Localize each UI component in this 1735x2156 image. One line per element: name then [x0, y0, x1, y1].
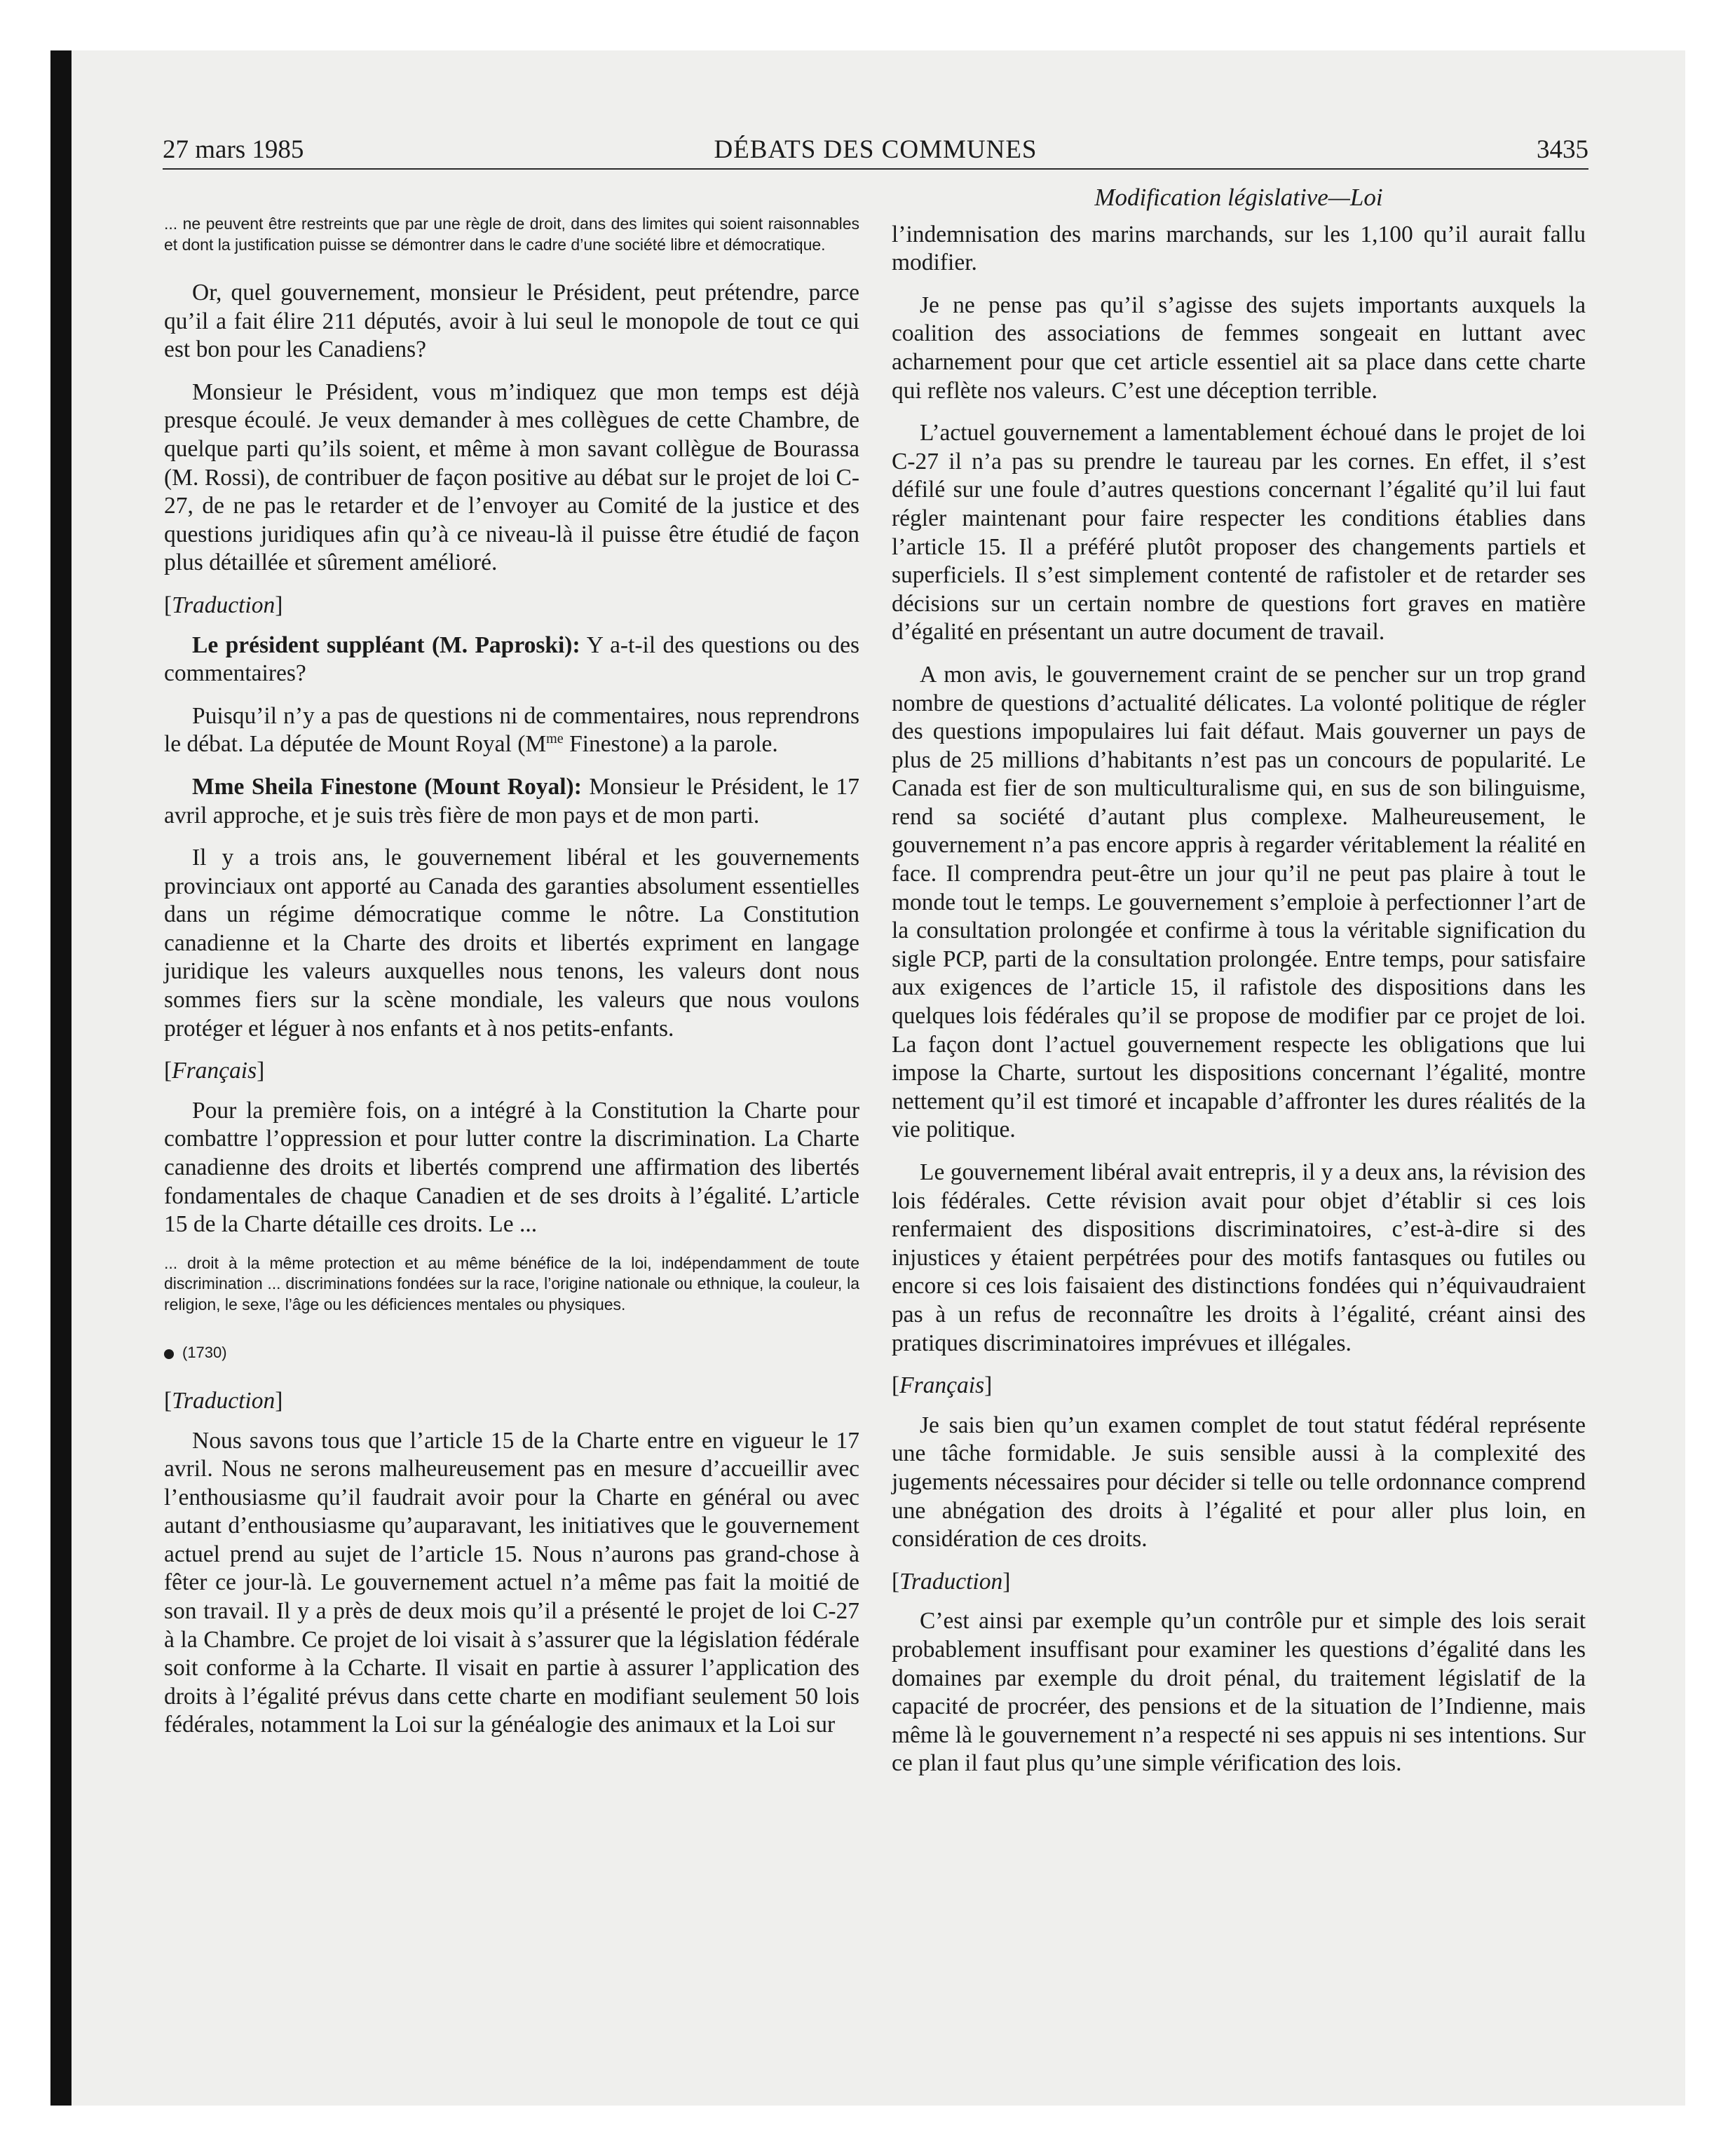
- header-title: DÉBATS DES COMMUNES: [714, 135, 1037, 164]
- language-marker: [Traduction]: [892, 1568, 1011, 1595]
- language-marker: [Français]: [892, 1372, 993, 1399]
- paragraph: L’actuel gouvernement a lamentablement échoué dans le projet de loi C-27 il n’a pas su prendre le taureau par les cornes. En effet, il s’est défilé sur une foule d’autres questions concernant l’égalité qu’il lui faut régler maintenant pour faire respecter les conditions établies dans l’article 15. Il a préféré plutôt proposer des changements partiels et superficiels. Il s’est simplement contenté de rafistoler et de retarder ses décisions sur un certain nombre de questions fort graves en matière d’égalité en présentant un autre document de travail.: [892, 420, 1586, 646]
- right-column: [892, 184, 1586, 1792]
- paragraph: Puisqu’il n’y a pas de questions ni de commentaires, nous reprendrons le débat. La députée de Mount Royal ($M^{me}$ Finestone) a la parole.: [164, 702, 859, 758]
- paragraph: Pour la première fois, on a intégré à la Constitution la Charte pour combattre l’oppression et pour lutter contre la discrimination. La Charte canadienne des droits et libertés comprend une affirmation des libertés fondamentales de chaque Canadien et de ses droits à l’égalité. L’article 15 de la Charte détaille ces droits. Le ...: [164, 1097, 859, 1238]
- header-rule: [163, 168, 1588, 170]
- paragraph: Je ne pense pas qu’il s’agisse des sujets importants auxquels la coalition des associations de femmes songeait en luttant avec acharnement pour que cet article essentiel ait sa place dans cette charte qui reflète nos valeurs. C’est une déception terrible.: [892, 292, 1586, 404]
- binding-edge: [50, 50, 72, 2106]
- paragraph: Or, quel gouvernement, monsieur le Président, peut prétendre, parce qu’il a fait élire 211 députés, avoir à lui seul le monopole de tout ce qui est bon pour les Canadiens?: [164, 280, 859, 363]
- left-column: [164, 214, 859, 1754]
- speaker-paragraph: Mme Sheila Finestone (Mount Royal): Monsieur le Président, le 17 avril approche, et je suis très fière de mon pays et de mon parti.: [164, 773, 860, 828]
- speaker-name: Mme Sheila Finestone (Mount Royal):: [192, 773, 582, 800]
- speaker-paragraph: Le président suppléant (M. Paproski): Y a-t-il des questions ou des commentaires?: [164, 632, 859, 687]
- bullet-icon: [164, 1349, 174, 1359]
- paragraph: C’est ainsi par exemple qu’un contrôle pur et simple des lois serait probablement insuffisant pour examiner les questions d’égalité dans les domaines par exemple du droit pénal, du traitement législatif de la capacité de procréer, des pensions et de la situation de l’Indienne, mais même là le gouvernement n’a respecté ni ses appuis ni ses intentions. Sur ce plan il faut plus qu’une simple vérification des lois.: [892, 1608, 1586, 1777]
- language-marker: [Traduction]: [164, 592, 283, 618]
- header-page-number: 3435: [1537, 135, 1588, 164]
- language-marker: [Français]: [164, 1058, 265, 1084]
- paragraph: Je sais bien qu’un examen complet de tout statut fédéral représente une tâche formidable. Je suis sensible aussi à la complexité des jugements nécessaires pour décider si telle ou telle ordonnance comprend une abnégation des droits à l’égalité et pour aller plus loin, en considération de ces droits.: [892, 1412, 1586, 1553]
- paragraph: A mon avis, le gouvernement craint de se pencher sur un trop grand nombre de questions d’actualité délicates. La volonté politique de régler des questions impopulaires lui fait défaut. Mais gouverner un pays de plus de 25 millions d’habitants n’est pas un concours de popularité. Le Canada est fier de son multiculturalisme qui, en sus de son bilinguisme, rend sa société d’autant plus complexe. Malheureusement, le gouvernement n’a pas encore appris à regarder véritablement la réalité en face. Il comprendra peut-être un jour qu’il ne peut pas plaire à tout le monde tout le temps. Le gouvernement s’emploie à perfectionner l’art de la consultation prolongée et confirme à tous la véritable signification du sigle PCP, parti de la consultation prolongée. Entre temps, pour satisfaire aux exigences de l’article 15, il rafistole des dispositions dans les quelques lois fédérales qu’il se propose de modifier par ce projet de loi. La façon dont l’actuel gouvernement respecte les obligations que lui impose la Charte, surtout les dispositions concernant l’égalité, montre nettement qu’il est timoré et incapable d’affronter les dures réalités de la vie politique.: [892, 661, 1586, 1143]
- paragraph: Monsieur le Président, vous m’indiquez que mon temps est déjà presque écoulé. Je veux demander à mes collègues de cette Chambre, de quelque parti qu’ils soient, et même à mon savant collègue de Bourassa (M. Rossi), de contribuer de façon positive au débat sur le projet de loi C-27, de ne pas le retarder et de l’envoyer au Comité de la justice et des questions juridiques afin qu’à ce niveau-là il puisse être étudié de façon plus détaillée et sûrement amélioré.: [164, 378, 859, 576]
- page-header: [163, 135, 1588, 167]
- speaker-name: Le président suppléant (M. Paproski):: [192, 632, 580, 658]
- paragraph: l’indemnisation des marins marchands, sur les 1,100 qu’il aurait fallu modifier.: [892, 221, 1586, 276]
- time-marker: (1730): [164, 1339, 859, 1367]
- article-quote: ... droit à la même protection et au même bénéfice de la loi, indépendamment de toute discrimination ... discriminations fondées sur la race, l’origine nationale ou ethnique, la couleur, la religion, le sexe, l’âge ou les déficiences mentales ou physiques.: [164, 1253, 859, 1314]
- paragraph: Le gouvernement libéral avait entrepris, il y a deux ans, la révision des lois fédérales. Cette révision avait pour objet d’établir si ces lois renfermaient des dispositions discriminatoires, c’est-à-dire si des injustices y étaient perpétrées pour des motifs fantasques ou futiles ou encore si ces lois faisaient des distinctions fondées qui n’équivaudraient pas à un refus de reconnaître les droits à l’égalité, créant ainsi des pratiques discriminatoires imprévues et illégales.: [892, 1159, 1586, 1356]
- paragraph: Il y a trois ans, le gouvernement libéral et les gouvernements provinciaux ont apporté au Canada des garanties absolument essentielles dans un régime démocratique comme le nôtre. La Constitution canadienne et la Charte des droits et libertés expriment en langage juridique les valeurs auxquelles nous tenons, les valeurs dont nous sommes fiers sur la scène mondiale, les valeurs que nous voulons protéger et léguer à nos enfants et à nos petits-enfants.: [164, 845, 859, 1042]
- running-heading: Modification législative—Loi: [1094, 184, 1383, 211]
- language-marker: [Traduction]: [164, 1387, 283, 1414]
- charter-quote: ... ne peuvent être restreints que par une règle de droit, dans des limites qui soient raisonnables et dont la justification puisse se démontrer dans le cadre d’une société libre et démocratique.: [164, 214, 859, 254]
- header-date: 27 mars 1985: [163, 135, 304, 164]
- paragraph: Nous savons tous que l’article 15 de la Charte entre en vigueur le 17 avril. Nous ne serons malheureusement pas en mesure d’accueillir avec l’enthousiasme qu’il faudrait avoir pour la Charte en général ou avec autant d’enthousiasme qu’auparavant, les initiatives que le gouvernement actuel prend au sujet de l’article 15. Nous n’aurons pas grand-chose à fêter ce jour-là. Le gouvernement actuel n’a même pas fait la moitié de son travail. Il y a près de deux mois qu’il a présenté le projet de loi C-27 à la Chambre. Ce projet de loi visait à s’assurer que la législation fédérale soit conforme à la Ccharte. Il visait en partie à assurer l’application des droits à l’égalité prévus dans cette charte en modifiant seulement 50 lois fédérales, notamment la Loi sur la généalogie des animaux et la Loi sur: [164, 1427, 859, 1738]
